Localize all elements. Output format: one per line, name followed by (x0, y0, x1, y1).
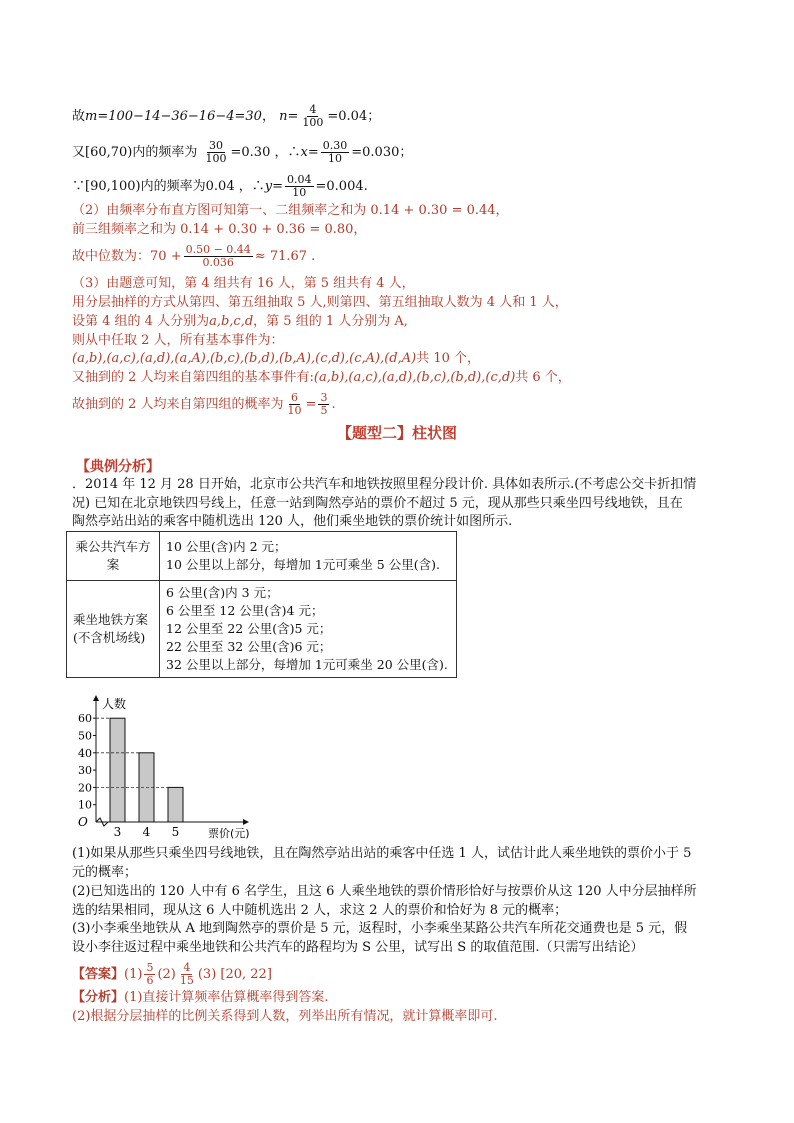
analysis-line-1 (72, 989, 329, 1007)
denominator: 10 (328, 152, 342, 165)
answer-line (72, 962, 272, 987)
text: 共 6 个， (515, 370, 571, 385)
cell-line: 32 公里以上部分，每增加 1元可乘坐 20 公里(含). (166, 657, 448, 672)
fraction (318, 392, 329, 417)
solution-line-13 (72, 392, 336, 417)
formula: x= (300, 145, 319, 160)
solution-line-1 (72, 104, 380, 129)
formula: (a,b),(a,c),(a,d),(b,c),(b,d),(c,d) (313, 370, 516, 385)
solution-line-9 (72, 313, 408, 331)
formula: =0.04 (327, 109, 368, 124)
solution-line-12 (72, 369, 571, 387)
question-2-line-2: 选的结果相同，现从这 6 人中随机选出 2 人，求这 2 人的票价和恰好为 8 元的概率； (72, 903, 568, 918)
solution-line-2 (72, 140, 412, 165)
text: ∵[90,100)内的频率为 (72, 179, 206, 194)
x-tick-label: 3 (113, 825, 122, 839)
solution-line-5: 前三组频率之和为 0.14 + 0.30 + 0.36 = 0.80， (72, 222, 367, 237)
denominator: 5 (320, 404, 328, 417)
formula: 70 + (150, 249, 182, 264)
question-1-line-1: (1)如果从那些只乘坐四号线地铁，且在陶然亭站出站的乘客中任选 1 人，试估计此人乘坐地铁的票价小于 5 (72, 846, 692, 861)
bar (168, 787, 183, 822)
text: 设第 4 组的 4 人分别为 (72, 314, 210, 329)
denominator: 6 (146, 974, 154, 987)
text: ，第 5 组的 1 人分别为 A, (253, 314, 408, 329)
formula: a,b,c,d (209, 314, 254, 329)
fraction (321, 140, 350, 165)
fraction (300, 104, 325, 129)
y-tick-label: 10 (78, 798, 92, 812)
table-header-cell: 乘坐地铁方案(不含机场线) (67, 581, 160, 678)
denominator: 10 (292, 186, 307, 199)
answer-label: 【答案】 (72, 967, 125, 982)
text: 故中位数为： (72, 249, 151, 264)
fraction (204, 140, 229, 165)
fraction (178, 962, 196, 987)
denominator: 15 (179, 974, 194, 987)
formula: y= (264, 179, 283, 194)
formula: (3) [20, 22] (197, 967, 272, 982)
text: ； (367, 109, 381, 124)
fraction (286, 392, 304, 417)
formula: (a,b),(a,c),(a,d),(a,A),(b,c),(b,d),(b,A),(c,d),(c,A),(d,A) (72, 351, 417, 366)
fare-bar-chart (68, 692, 258, 842)
numerator: 0.04 (287, 173, 312, 186)
y-axis-label: 人数 (102, 697, 127, 711)
analysis-label: 【分析】 (72, 990, 125, 1005)
formula: =0.030 (351, 145, 400, 160)
question-3-line-2: 设小李往返过程中乘坐地铁和公共汽车的路程均为 S 公里，试写出 S 的取值范围.（只需写出结论） (72, 940, 644, 955)
formula: 0.04 (205, 179, 235, 194)
cell-line: 6 公里(含)内 3 元； (166, 585, 279, 600)
x-tick-label: 5 (171, 825, 180, 839)
cell-line: 6 公里至 12 公里(含)4 元； (166, 603, 324, 618)
numerator: 0.50 − 0.44 (185, 243, 251, 256)
question-1-line-2: 元的概率； (72, 865, 138, 880)
table-row (67, 532, 457, 581)
problem-line-1: ．2014 年 12 月 28 日开始，北京市公共汽车和地铁按照里程分段计价. 具体如表所示.(不考虑公交卡折扣情 (72, 477, 697, 492)
solution-line-10: 则从中任取 2 人，所有基本事件为： (72, 333, 284, 348)
numerator: 4 (183, 961, 191, 974)
solution-line-6 (72, 244, 315, 269)
fraction (285, 174, 314, 199)
text: 又[60,70)内的频率为 (72, 145, 198, 160)
numerator: 30 (209, 139, 224, 152)
text: 又抽到的 2 人均来自第四组的基本事件有: (72, 370, 314, 385)
denominator: 100 (302, 116, 324, 129)
solution-line-7: （3）由题意可知，第 4 组共有 16 人，第 5 组共有 4 人， (72, 276, 415, 291)
text: ，∴ (274, 145, 301, 160)
solution-line-11 (72, 350, 480, 368)
table-row (67, 581, 457, 678)
numerator: 5 (146, 961, 154, 974)
question-3-line-1: (3)小李乘坐地铁从 A 地到陶然亭的票价是 5 元，返程时，小李乘坐某路公共汽车所花交通费也是 5 元，假 (72, 921, 688, 936)
cell-line: 12 公里至 22 公里(含)5 元； (166, 621, 332, 636)
numerator: 0.30 (322, 139, 348, 152)
example-heading: 【典例分析】 (76, 459, 160, 475)
formula: (2) (157, 967, 176, 982)
formula: m=100−14−36−16−4=30 (85, 109, 262, 124)
numerator: 3 (320, 391, 328, 404)
text: 共 10 个， (416, 351, 481, 366)
x-tick-label: 4 (142, 825, 151, 839)
fraction (184, 244, 253, 269)
text: (1)直接计算频率估算概率得到答案. (124, 990, 329, 1005)
text: . (331, 397, 336, 412)
problem-line-3: 陶然亭站出站的乘客中随机选出 120 人，他们乘坐地铁的票价统计如图所示. (72, 514, 513, 529)
fraction (144, 962, 155, 987)
section-title: 【题型二】柱状图 (336, 424, 457, 442)
table-header-cell: 乘公共汽车方案 (67, 532, 160, 581)
cell-line: 10 公里以上部分，每增加 1元可乘坐 5 公里(含). (166, 557, 440, 572)
formula: = (305, 397, 317, 412)
text: ， (261, 109, 275, 124)
numerator: 6 (291, 391, 299, 404)
formula: (1) (124, 967, 143, 982)
question-2-line-1: (2)已知选出的 120 人中有 6 名学生，且这 6 人乘坐地铁的票价情形恰好与按票价从这 120 人中分层抽样所 (72, 884, 697, 899)
solution-line-8: 用分层抽样的方式从第四、第五组抽取 5 人,则第四、第五组抽取人数为 4 人和 1 人， (72, 295, 568, 310)
bar (110, 718, 125, 822)
denominator: 10 (287, 404, 302, 417)
text: ； (399, 145, 413, 160)
analysis-line-2: (2)根据分层抽样的比例关系得到人数，列举出所有情况，就计算概率即可. (72, 1009, 498, 1024)
table-cell (160, 532, 457, 581)
text: 故抽到的 2 人均来自第四组的概率为 (72, 397, 284, 412)
solution-line-3 (72, 174, 368, 199)
text: ，∴ (238, 179, 265, 194)
y-tick-label: 60 (78, 712, 92, 726)
y-tick-label: 20 (78, 781, 92, 795)
numerator: 4 (309, 103, 317, 116)
y-tick-label: 40 (78, 746, 92, 760)
solution-line-4: （2）由频率分布直方图可知第一、二组频率之和为 0.14 + 0.30 = 0.44， (72, 203, 509, 218)
formula: =0.30 (230, 145, 271, 160)
denominator: 100 (205, 152, 227, 165)
denominator: 0.036 (202, 256, 234, 269)
cell-line: 10 公里(含)内 2 元； (166, 539, 287, 554)
problem-line-2: 况) 已知在北京地铁四号线上，任意一站到陶然亭站的票价不超过 5 元，现从那些只乘坐四号线地铁，且在 (72, 496, 683, 511)
origin-label: O (78, 815, 88, 829)
formula: n= (279, 109, 299, 124)
formula: ≈ 71.67 . (254, 249, 316, 264)
y-tick-label: 50 (78, 729, 92, 743)
x-axis-label: 票价(元) (208, 827, 250, 840)
text: 故 (72, 109, 86, 124)
table-cell (160, 581, 457, 678)
formula: =0.004. (315, 179, 368, 194)
fare-table (66, 531, 457, 678)
cell-line: 22 公里至 32 公里(含)6 元； (166, 639, 332, 654)
y-tick-label: 30 (78, 764, 92, 778)
